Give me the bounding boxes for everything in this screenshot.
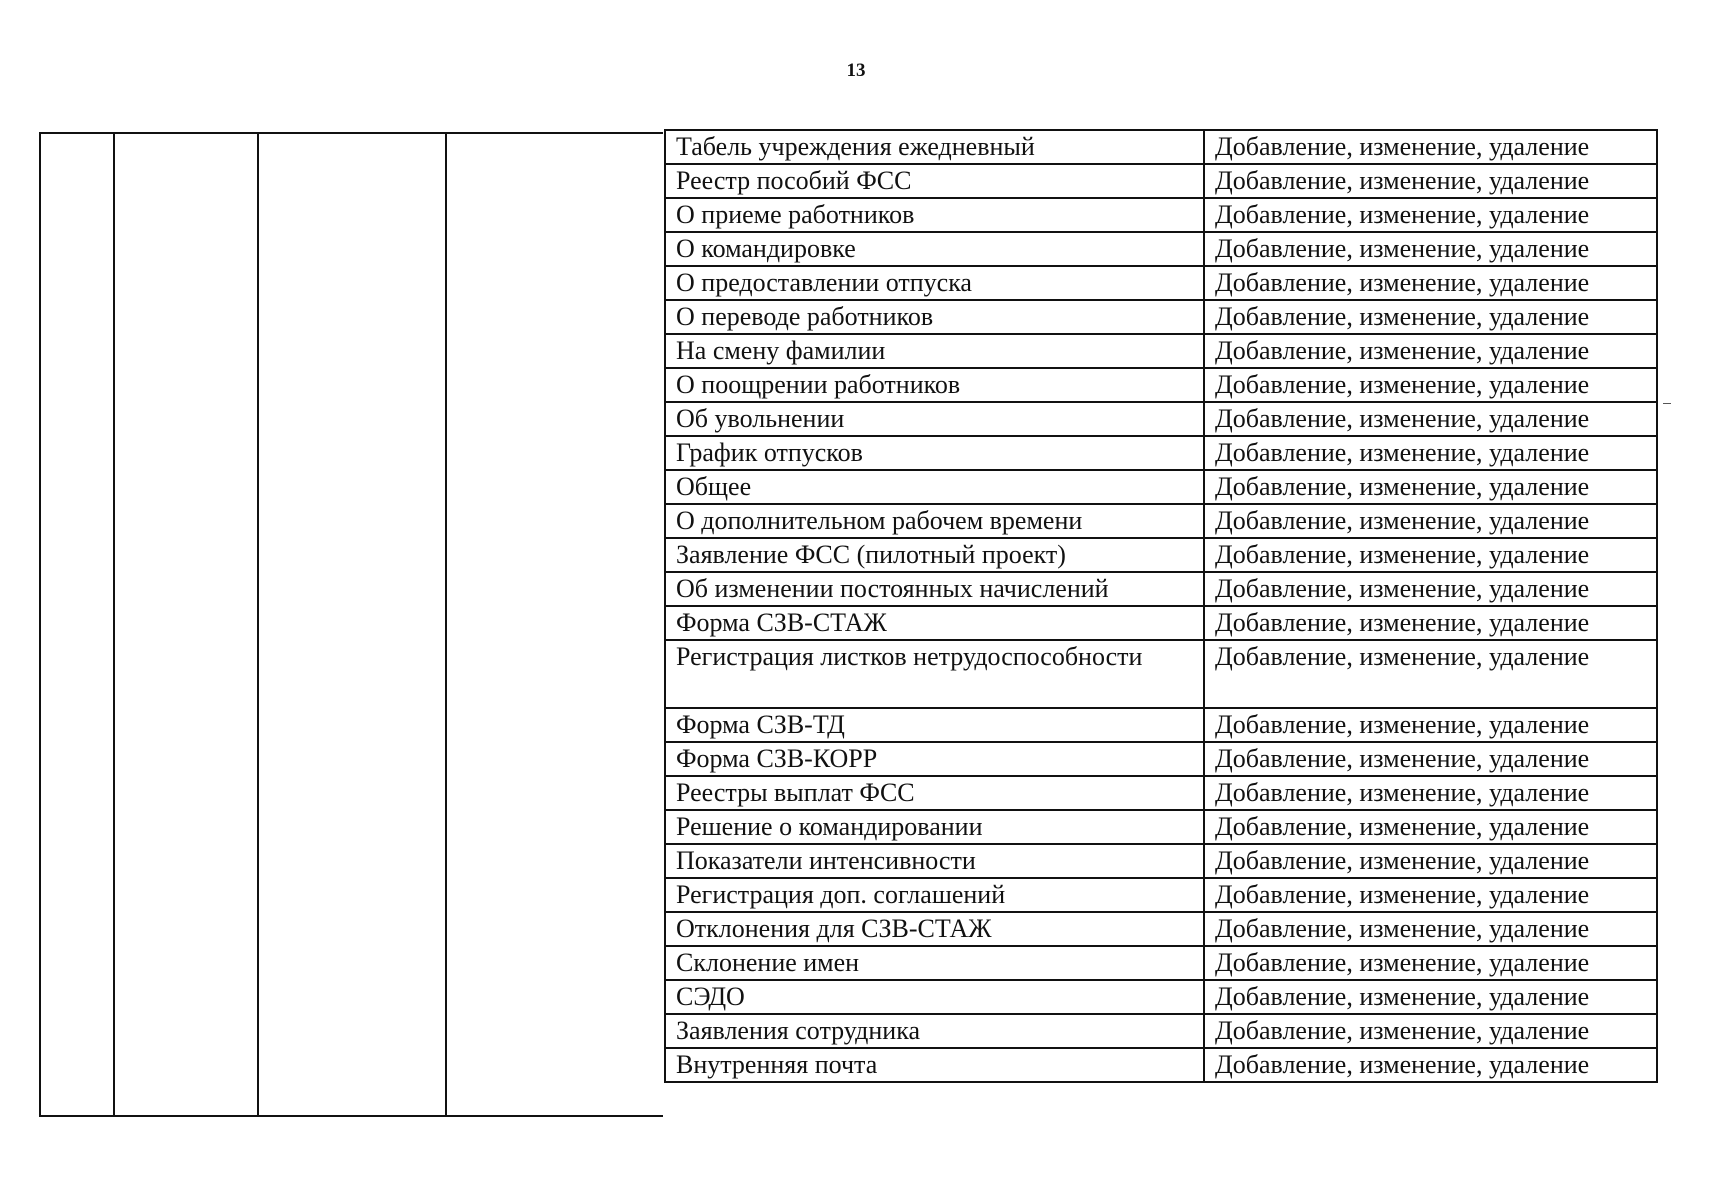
table-row <box>665 776 1657 810</box>
document-type-cell: Об изменении постоянных начислений <box>665 572 1204 606</box>
document-type-cell: О поощрении работников <box>665 368 1204 402</box>
document-type-cell: О дополнительном рабочем времени <box>665 504 1204 538</box>
table-row <box>665 164 1657 198</box>
access-rights-table <box>664 129 1658 1083</box>
document-type-cell: Табель учреждения ежедневный <box>665 130 1204 164</box>
table-row <box>665 266 1657 300</box>
document-type-cell: Заявления сотрудника <box>665 1014 1204 1048</box>
permissions-cell: Добавление, изменение, удаление <box>1204 980 1657 1014</box>
permissions-cell: Добавление, изменение, удаление <box>1204 606 1657 640</box>
permissions-cell: Добавление, изменение, удаление <box>1204 334 1657 368</box>
table-row <box>665 742 1657 776</box>
permissions-cell: Добавление, изменение, удаление <box>1204 572 1657 606</box>
permissions-cell: Добавление, изменение, удаление <box>1204 436 1657 470</box>
permissions-cell: Добавление, изменение, удаление <box>1204 164 1657 198</box>
table-row <box>665 130 1657 164</box>
permissions-cell: Добавление, изменение, удаление <box>1204 742 1657 776</box>
permissions-cell: Добавление, изменение, удаление <box>1204 878 1657 912</box>
permissions-cell: Добавление, изменение, удаление <box>1204 470 1657 504</box>
column-divider-1 <box>113 134 115 1115</box>
table-row <box>665 504 1657 538</box>
document-type-cell: Реестр пособий ФСС <box>665 164 1204 198</box>
table-row <box>665 198 1657 232</box>
table-row <box>665 946 1657 980</box>
document-type-cell: Форма СЗВ-КОРР <box>665 742 1204 776</box>
permissions-cell: Добавление, изменение, удаление <box>1204 912 1657 946</box>
document-type-cell: График отпусков <box>665 436 1204 470</box>
table-row <box>665 538 1657 572</box>
permissions-cell: Добавление, изменение, удаление <box>1204 1014 1657 1048</box>
table-row <box>665 300 1657 334</box>
permissions-cell: Добавление, изменение, удаление <box>1204 776 1657 810</box>
permissions-cell: Добавление, изменение, удаление <box>1204 538 1657 572</box>
document-type-cell: Решение о командировании <box>665 810 1204 844</box>
permissions-cell: Добавление, изменение, удаление <box>1204 266 1657 300</box>
table-row <box>665 334 1657 368</box>
document-type-cell: Показатели интенсивности <box>665 844 1204 878</box>
document-type-cell: О командировке <box>665 232 1204 266</box>
document-type-cell: Внутренняя почта <box>665 1048 1204 1082</box>
permissions-cell: Добавление, изменение, удаление <box>1204 1048 1657 1082</box>
table-row <box>665 878 1657 912</box>
document-type-cell: Реестры выплат ФСС <box>665 776 1204 810</box>
column-divider-2 <box>257 134 259 1115</box>
permissions-cell: Добавление, изменение, удаление <box>1204 198 1657 232</box>
table-row <box>665 232 1657 266</box>
document-type-cell: На смену фамилии <box>665 334 1204 368</box>
table-row <box>665 708 1657 742</box>
table-row <box>665 912 1657 946</box>
document-type-cell: Об увольнении <box>665 402 1204 436</box>
document-type-cell: Заявление ФСС (пилотный проект) <box>665 538 1204 572</box>
document-type-cell: О приеме работников <box>665 198 1204 232</box>
table-row <box>665 844 1657 878</box>
table-body <box>665 130 1657 1082</box>
document-type-cell: О предоставлении отпуска <box>665 266 1204 300</box>
permissions-cell: Добавление, изменение, удаление <box>1204 504 1657 538</box>
permissions-cell: Добавление, изменение, удаление <box>1204 368 1657 402</box>
table-row <box>665 470 1657 504</box>
document-type-cell: О переводе работников <box>665 300 1204 334</box>
table-row <box>665 606 1657 640</box>
permissions-cell: Добавление, изменение, удаление <box>1204 300 1657 334</box>
permissions-cell: Добавление, изменение, удаление <box>1204 640 1657 708</box>
table-row <box>665 980 1657 1014</box>
permissions-cell: Добавление, изменение, удаление <box>1204 130 1657 164</box>
table-row <box>665 810 1657 844</box>
permissions-cell: Добавление, изменение, удаление <box>1204 402 1657 436</box>
permissions-cell: Добавление, изменение, удаление <box>1204 810 1657 844</box>
table-row <box>665 368 1657 402</box>
document-type-cell: Регистрация листков нетрудоспособности <box>665 640 1204 708</box>
document-type-cell: СЭДО <box>665 980 1204 1014</box>
permissions-cell: Добавление, изменение, удаление <box>1204 844 1657 878</box>
left-empty-columns <box>39 132 663 1117</box>
table-row <box>665 1048 1657 1082</box>
document-type-cell: Склонение имен <box>665 946 1204 980</box>
document-type-cell: Регистрация доп. соглашений <box>665 878 1204 912</box>
table-row <box>665 572 1657 606</box>
table-row <box>665 436 1657 470</box>
document-type-cell: Общее <box>665 470 1204 504</box>
column-divider-3 <box>445 134 447 1115</box>
table-row <box>665 1014 1657 1048</box>
permissions-cell: Добавление, изменение, удаление <box>1204 946 1657 980</box>
page-number: 13 <box>846 60 866 81</box>
margin-mark <box>1663 403 1671 404</box>
table-row <box>665 640 1657 708</box>
document-type-cell: Форма СЗВ-ТД <box>665 708 1204 742</box>
document-type-cell: Форма СЗВ-СТАЖ <box>665 606 1204 640</box>
document-type-cell: Отклонения для СЗВ-СТАЖ <box>665 912 1204 946</box>
permissions-cell: Добавление, изменение, удаление <box>1204 708 1657 742</box>
table-row <box>665 402 1657 436</box>
permissions-cell: Добавление, изменение, удаление <box>1204 232 1657 266</box>
